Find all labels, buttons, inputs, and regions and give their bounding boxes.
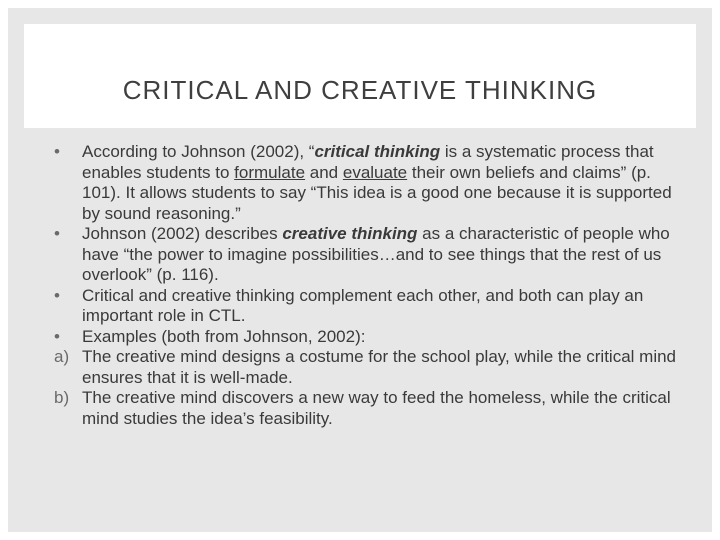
bullet-marker: • <box>54 285 60 305</box>
bullet-marker: • <box>54 326 60 346</box>
item-text: The creative mind designs a costume for the school play, while the critical mind ensures that it is well-made. <box>82 347 677 387</box>
item-text: Critical and creative thinking complement each other, and both can play an important role in CTL. <box>82 285 644 325</box>
list-marker-b: b) <box>54 388 70 407</box>
slide <box>8 8 712 532</box>
list-item <box>54 286 686 327</box>
bullet-list <box>54 142 686 429</box>
list-item <box>54 347 686 388</box>
slide-title: CRITICAL AND CREATIVE THINKING <box>122 75 598 105</box>
list-item <box>54 142 686 224</box>
underlined-formulate: formulate <box>234 162 306 182</box>
item-text: According to Johnson (2002), “critical thinking is a systematic process that enables students to formulate and evaluate their own beliefs and claims” (p. 101). It allows students to say “This idea is a good one because it is supported by sound reasoning.” <box>82 142 672 223</box>
term-creative-thinking: creative thinking <box>282 224 418 243</box>
list-marker-a: a) <box>54 347 70 366</box>
list-item <box>54 224 686 286</box>
underlined-evaluate: evaluate <box>342 162 408 182</box>
item-text: Examples (both from Johnson, 2002): <box>82 326 366 346</box>
bullet-marker: • <box>54 224 60 243</box>
term-critical-thinking: critical thinking <box>314 142 441 161</box>
item-text: Johnson (2002) describes creative thinking as a characteristic of people who have “the power to imagine possibilities…and to see things that the rest of us overlook” (p. 116). <box>82 224 670 284</box>
list-item <box>54 327 686 348</box>
list-item <box>54 388 686 429</box>
bullet-marker: • <box>54 142 60 161</box>
title-box <box>24 24 696 128</box>
item-text: The creative mind discovers a new way to feed the homeless, while the critical mind studies the idea’s feasibility. <box>82 388 671 428</box>
